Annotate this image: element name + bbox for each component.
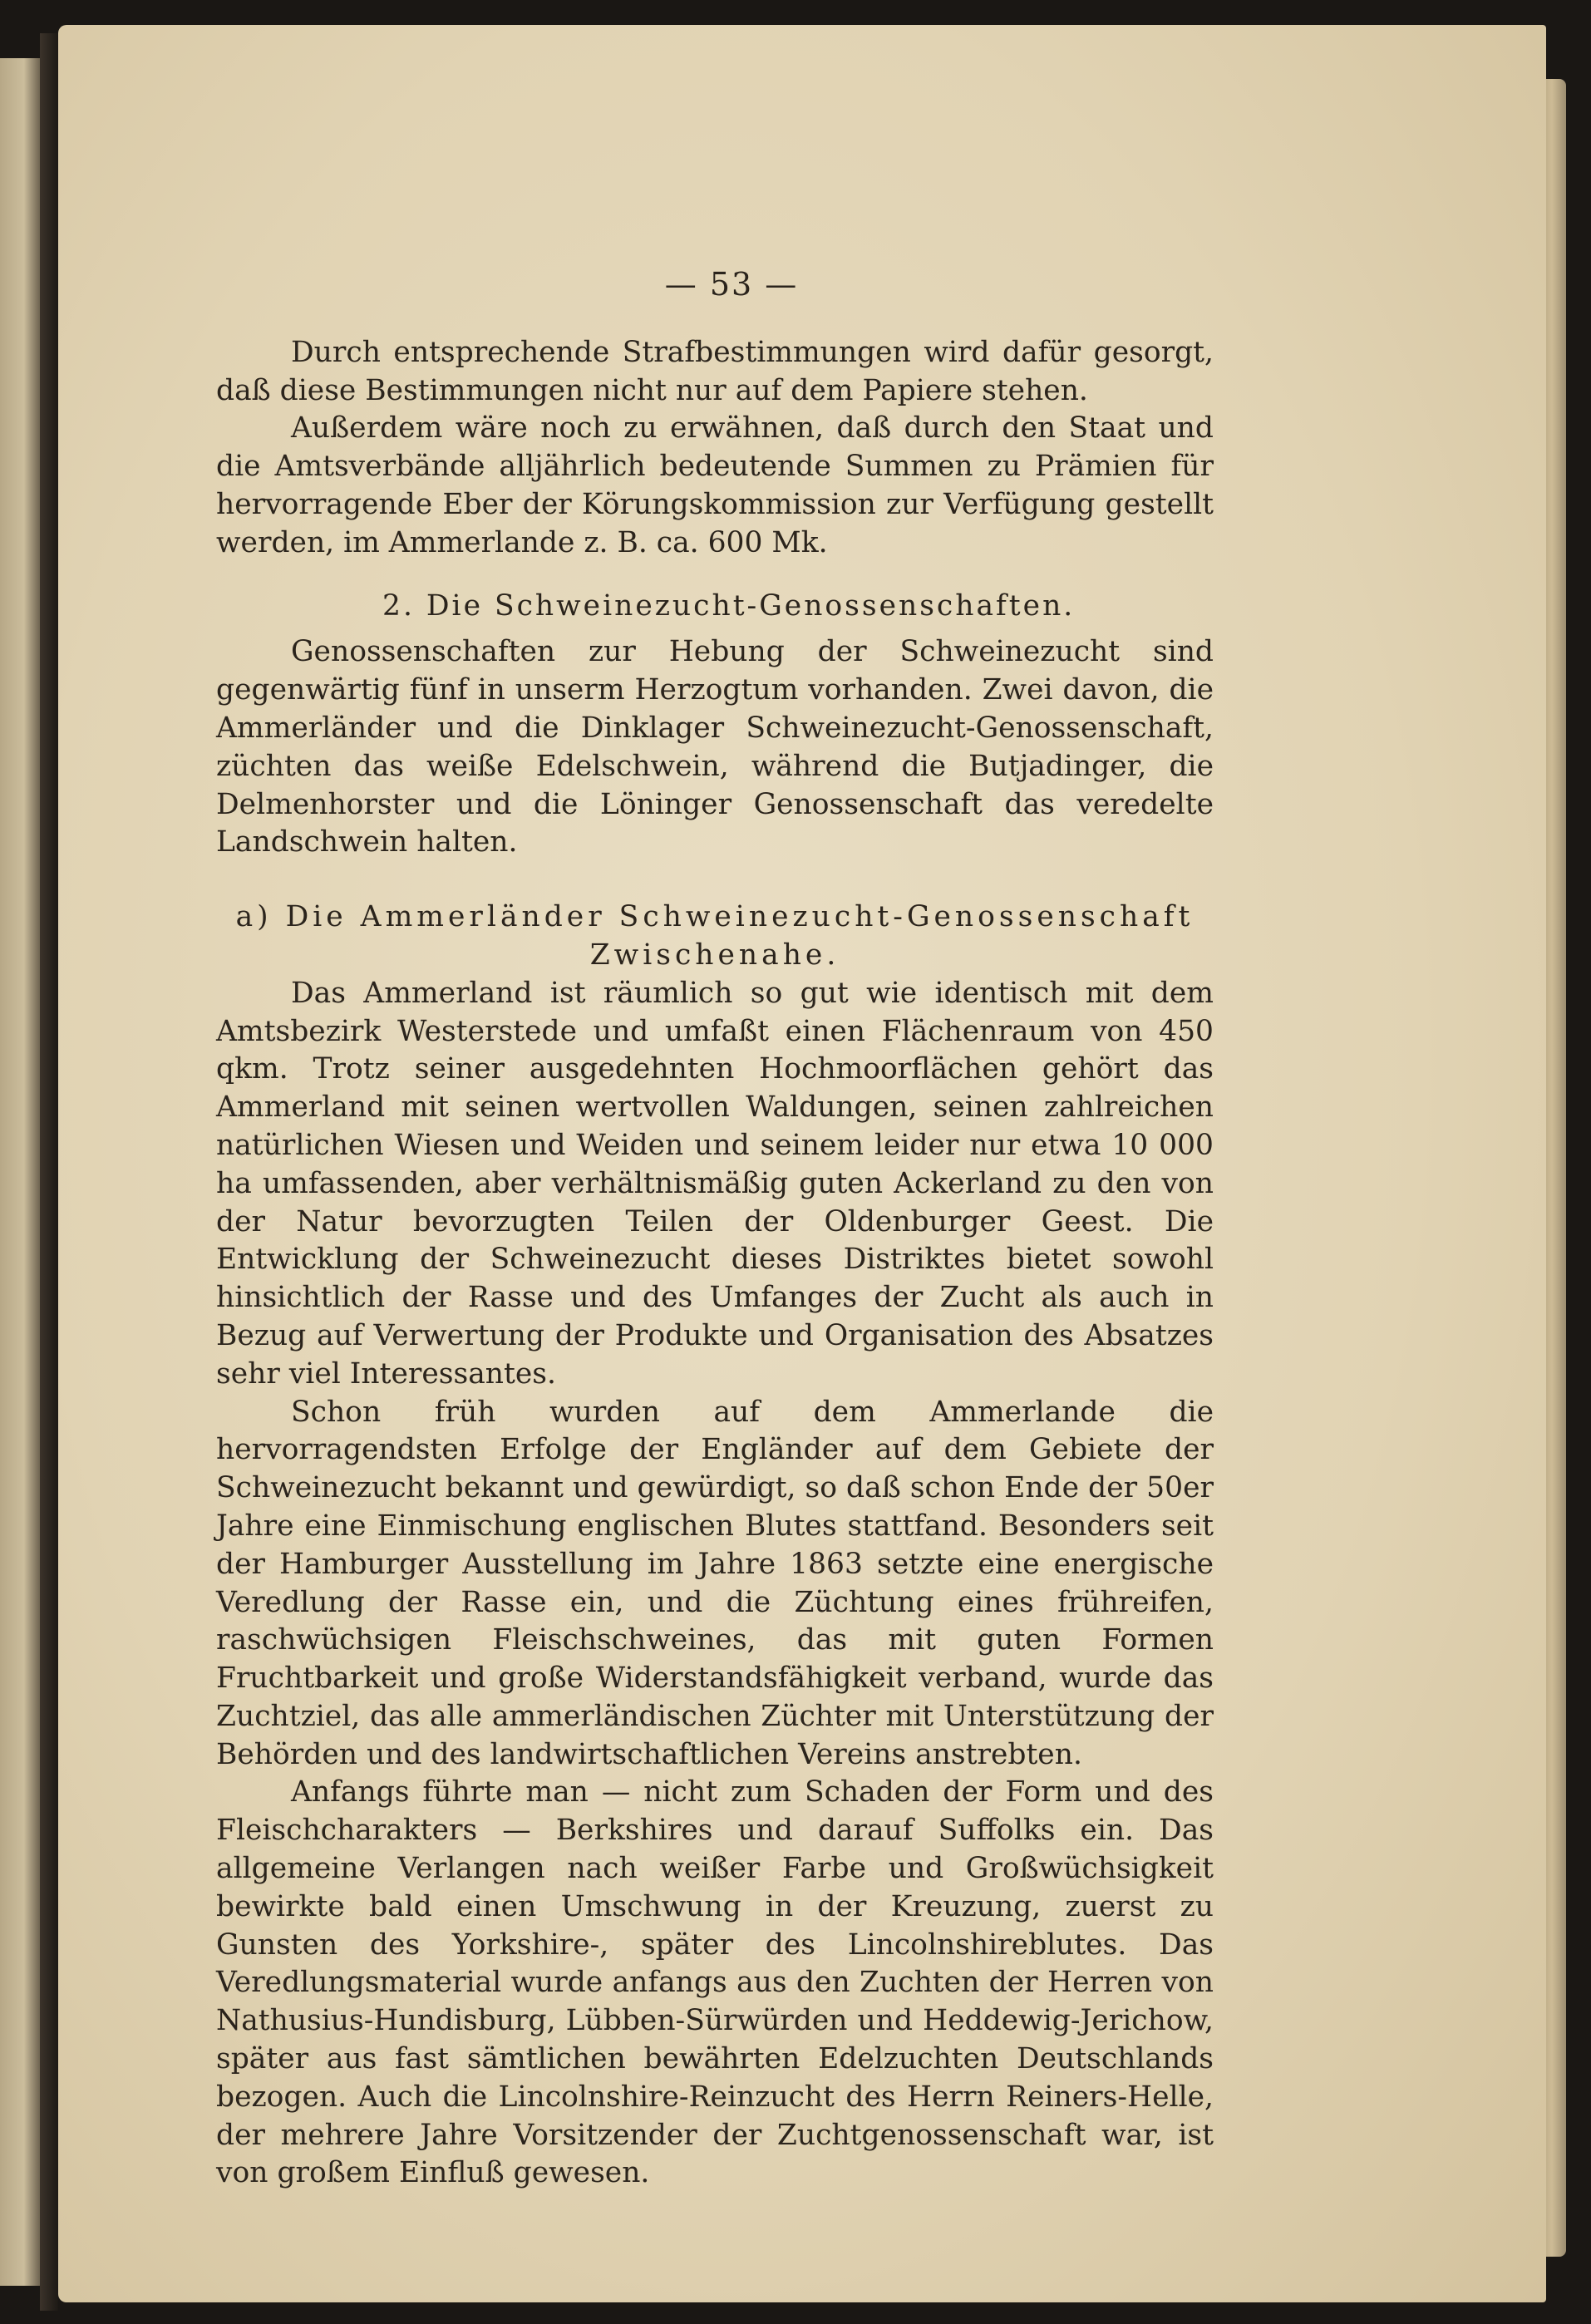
paragraph: Schon früh wurden auf dem Ammerlande die hervorragendsten Erfolge der Engländer auf dem Gebiete der Schweinezucht bekannt und gewürdigt, so daß schon Ende der 50er Jahre eine Einmischung englischen Blutes stattfand. Besonders seit der Hamburger Ausstellung im Jahre 1863 setzte eine energische Veredlung der Rasse ein, und die Züchtung eines frühreifen, raschwüchsigen Fleischschweines, das mit guten Formen Fruchtbarkeit und große Widerstandsfähigkeit verband, wurde das Zuchtziel, das alle ammerländischen Züchter mit Unterstützung der Behörden und des landwirtschaftlichen Vereins anstrebten. (216, 1395, 1214, 1771)
subsection-heading: a) Die Ammerländer Schweinezucht-Genossenschaft (235, 900, 1194, 934)
page-number: — 53 — (664, 266, 799, 303)
paragraph: Durch entsprechende Strafbestimmungen wird dafür gesorgt, daß diese Bestimmungen nicht nur auf dem Papiere stehen. (216, 335, 1214, 407)
paragraph: Außerdem wäre noch zu erwähnen, daß durch den Staat und die Amtsverbände alljährlich bedeutende Summen zu Prämien für hervorragende Eber der Körungskommission zur Verfügung gestellt werden, im Ammerlande z. B. ca. 600 Mk. (216, 411, 1214, 559)
page-text (216, 266, 1214, 2193)
section-heading: 2. Die Schweinezucht-Genossenschaften. (382, 588, 1076, 623)
paragraph: Anfangs führte man — nicht zum Schaden der Form und des Fleischcharakters — Berkshires und darauf Suffolks ein. Das allgemeine Verlangen nach weißer Farbe und Großwüchsigkeit bewirkte bald einen Umschwung in der Kreuzung, zuerst zu Gunsten des Yorkshire-, später des Lincolnshireblutes. Das Veredlungsmaterial wurde anfangs aus den Zuchten der Herren von Nathusius-Hundisburg, Lübben-Sürwürden und Heddewig-Jerichow, später aus fast sämtlichen bewährten Edelzuchten Deutschlands bezogen. Auch die Lincolnshire-Reinzucht des Herrn Reiners-Helle, der mehrere Jahre Vorsitzender der Zuchtgenossenschaft war, ist von großem Einfluß gewesen. (216, 1775, 1214, 2190)
subsection-heading-place: Zwischenahe. (589, 938, 840, 972)
paragraph: Das Ammerland ist räumlich so gut wie identisch mit dem Amtsbezirk Westerstede und umfaßt einen Flächenraum von 450 qkm. Trotz seiner ausgedehnten Hochmoorflächen gehört das Ammerland mit seinen wertvollen Waldungen, seinen zahlreichen natürlichen Wiesen und Weiden und seinem leider nur etwa 10 000 ha umfassenden, aber verhältnismäßig guten Ackerland zu den von der Natur bevorzugten Teilen der Oldenburger Geest. Die Entwicklung der Schweinezucht dieses Distriktes bietet sowohl hinsichtlich der Rasse und des Umfanges der Zucht als auch in Bezug auf Verwertung der Produkte und Organisation des Absatzes sehr viel Interessantes. (216, 976, 1214, 1391)
left-page-edge (0, 58, 40, 2286)
paragraph: Genossenschaften zur Hebung der Schweinezucht sind gegenwärtig fünf in unserm Herzogtum vorhanden. Zwei davon, die Ammerländer und die Dinklager Schweinezucht-Genossenschaft, züchten das weiße Edelschwein, während die Butjadinger, die Delmenhorster und die Löninger Genossenschaft das veredelte Landschwein halten. (216, 635, 1214, 859)
book-page (58, 25, 1546, 2302)
book-gutter (40, 33, 58, 2311)
